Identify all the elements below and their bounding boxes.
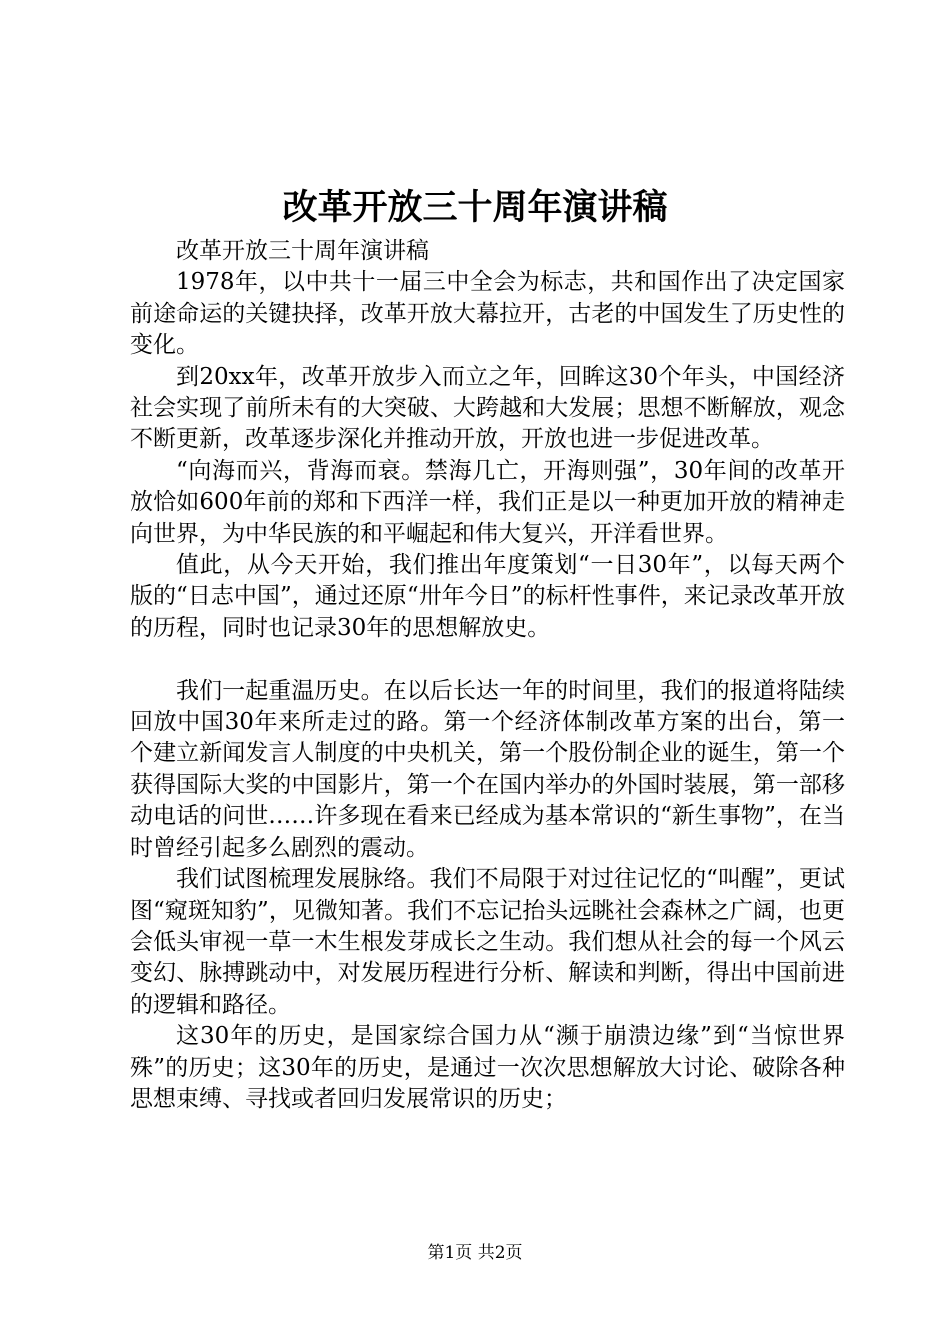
document-title: 改革开放三十周年演讲稿: [282, 187, 668, 228]
page-number-footer: 第1页 共2页: [427, 1243, 523, 1263]
paragraph: “向海而兴，背海而衰。禁海几亡，开海则强”，30年间的改革开放恰如600年前的郑和下西洋一样，我们正是以一种更加开放的精神走向世界，为中华民族的和平崛起和伟大复兴，开洋看世界。: [130, 457, 845, 547]
paragraph: 1978年，以中共十一届三中全会为标志，共和国作出了决定国家前途命运的关键抉择，改革开放大幕拉开，古老的中国发生了历史性的变化。: [130, 269, 845, 359]
paragraph: 值此，从今天开始，我们推出年度策划“一日30年”，以每天两个版的“日志中国”，通过还原“卅年今日”的标杆性事件，来记录改革开放的历程，同时也记录30年的思想解放史。: [130, 552, 845, 641]
paragraph-gap: [130, 644, 845, 675]
paragraph: 这30年的历史，是国家综合国力从“濒于崩溃边缘”到“当惊世界殊”的历史；这30年的历史，是通过一次次思想解放大讨论、破除各种思想束缚、寻找或者回归发展常识的历史；: [130, 1023, 845, 1112]
paragraph: 我们试图梳理发展脉络。我们不局限于对过往记忆的“叫醒”，更试图“窥斑知豹”，见微知著。我们不忘记抬头远眺社会森林之广阔，也更会低头审视一草一木生根发芽成长之生动。我们想从社会的每一个风云变幻、脉搏跳动中，对发展历程进行分析、解读和判断，得出中国前进的逻辑和路径。: [130, 866, 845, 1018]
paragraph-subtitle: 改革开放三十周年演讲稿: [176, 238, 429, 264]
document-body: [130, 236, 845, 1115]
paragraph: 到20xx年，改革开放步入而立之年，回眸这30个年头，中国经济社会实现了前所未有的大突破、大跨越和大发展；思想不断解放，观念不断更新，改革逐步深化并推动开放，开放也进一步促进改革。: [130, 363, 845, 453]
paragraph: 我们一起重温历史。在以后长达一年的时间里，我们的报道将陆续回放中国30年来所走过的路。第一个经济体制改革方案的出台，第一个建立新闻发言人制度的中央机关，第一个股份制企业的诞生，第一个获得国际大奖的中国影片，第一个在国内举办的外国时装展，第一部移动电话的问世……许多现在看来已经成为基本常识的“新生事物”，在当时曾经引起多么剧烈的震动。: [130, 677, 845, 861]
